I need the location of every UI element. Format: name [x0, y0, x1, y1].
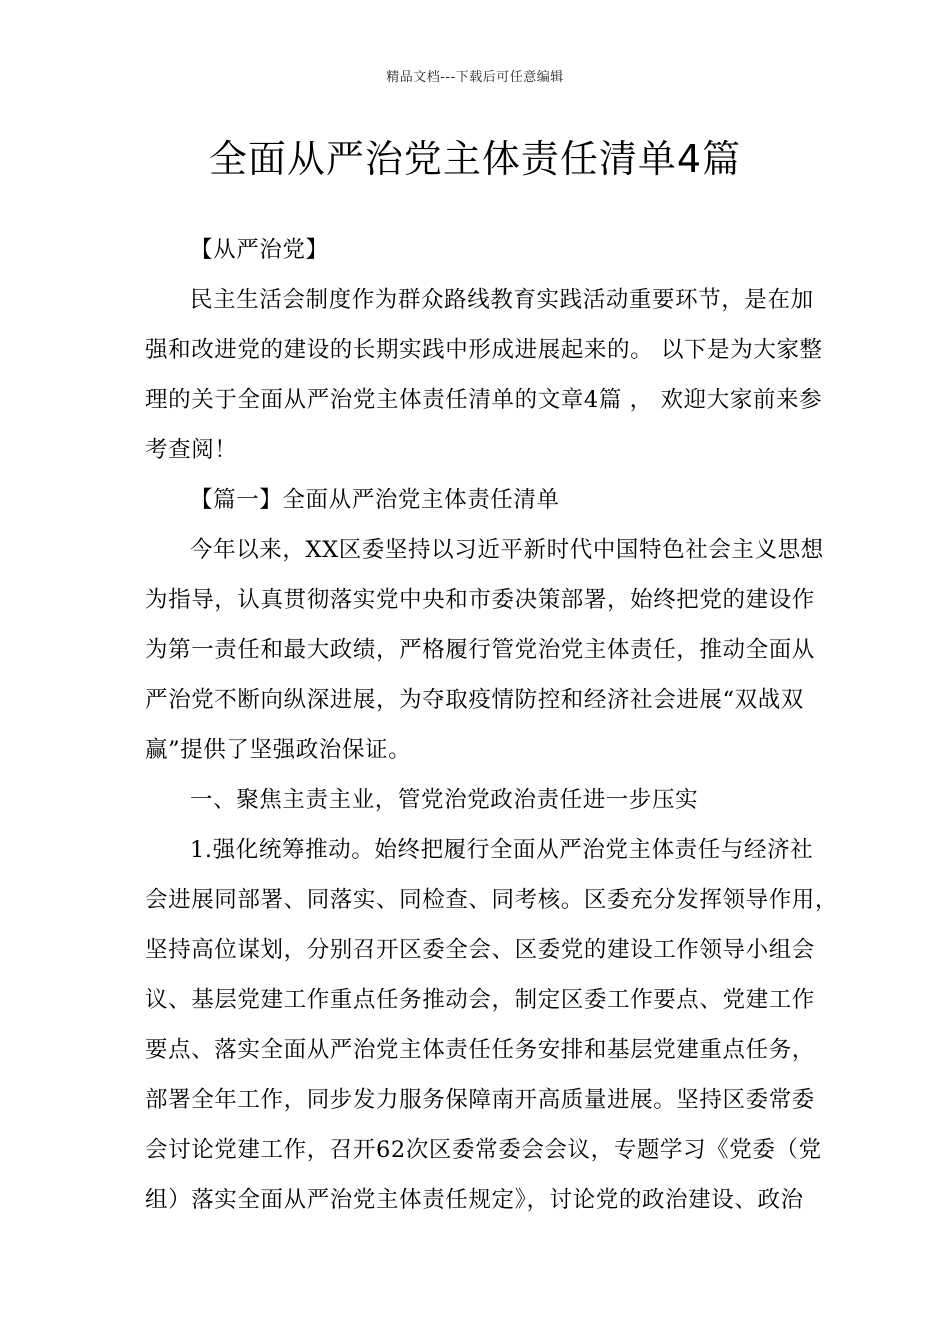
- document-title: 全面从严治党主体责任清单4篇: [208, 137, 742, 181]
- paragraph-line: 部署全年工作，同步发力服务保障南开高质量进展。坚持区委常委: [145, 1087, 815, 1113]
- paragraph-line: 考查阅！: [145, 437, 238, 463]
- paragraph-line: 民主生活会制度作为群众路线教育实践活动重要环节，是在加: [190, 287, 814, 313]
- chapter-heading: 【篇一】全面从严治党主体责任清单: [190, 487, 560, 513]
- paragraph-line: 为第一责任和最大政绩，严格履行管党治党主体责任，推动全面从: [145, 637, 815, 663]
- paragraph-line: 强和改进党的建设的长期实践中形成进展起来的。 以下是为大家整: [145, 337, 823, 363]
- paragraph-line: 要点、落实全面从严治党主体责任任务安排和基层党建重点任务，: [145, 1037, 815, 1063]
- paragraph-line: 组）落实全面从严治党主体责任规定》，讨论党的政治建设、政治: [145, 1187, 804, 1213]
- paragraph-line: 议、基层党建工作重点任务推动会，制定区委工作要点、党建工作: [145, 987, 815, 1013]
- page-header: 精品文档---下载后可任意编辑: [386, 70, 564, 85]
- paragraph-line: 坚持高位谋划，分别召开区委全会、区委党的建设工作领导小组会: [145, 937, 815, 963]
- paragraph-line: 1.强化统筹推动。始终把履行全面从严治党主体责任与经济社: [190, 837, 814, 863]
- paragraph-line: 理的关于全面从严治党主体责任清单的文章4篇 ， 欢迎大家前来参: [145, 387, 823, 413]
- paragraph-line: 今年以来，XX区委坚持以习近平新时代中国特色社会主义思想: [190, 537, 824, 563]
- paragraph-line: 会进展同部署、同落实、同检查、同考核。区委充分发挥领导作用，: [145, 887, 839, 913]
- paragraph-line: 赢”提供了坚强政治保证。: [145, 737, 412, 763]
- paragraph-line: 为指导，认真贯彻落实党中央和市委决策部署，始终把党的建设作: [145, 587, 815, 613]
- paragraph-line: 会讨论党建工作，召开62次区委常委会会议，专题学习《党委（党: [145, 1137, 822, 1163]
- section-heading: 一、聚焦主责主业，管党治党政治责任进一步压实: [190, 787, 699, 813]
- section-tag: 【从严治党】: [190, 237, 329, 263]
- paragraph-line: 严治党不断向纵深进展，为夺取疫情防控和经济社会进展“双战双: [145, 687, 804, 713]
